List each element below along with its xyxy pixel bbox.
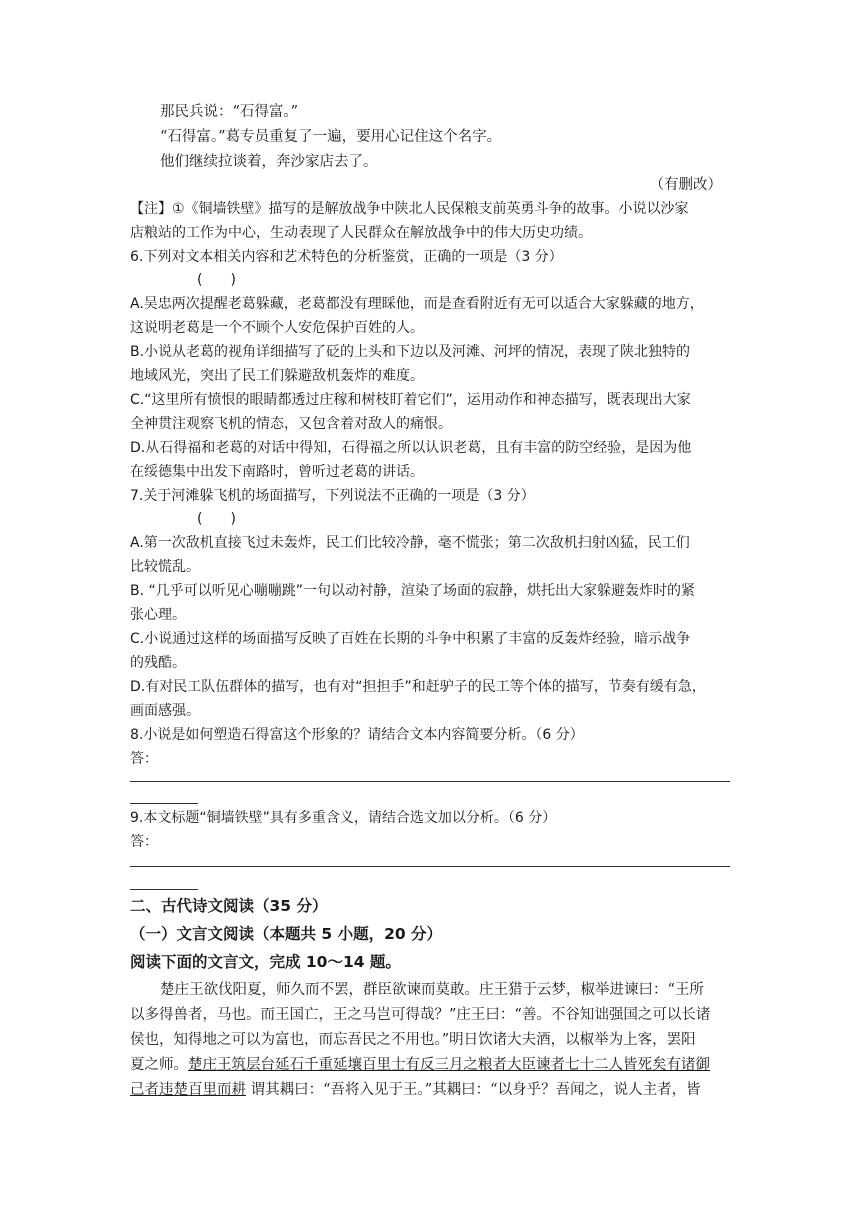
classical-text-line: 楚庄王欲伐阳夏，师久而不罢，群臣欲谏而莫敢。庄王猎于云梦，椒举进谏曰：“王所 [160,982,704,998]
question-8-stem: 8.小说是如何塑造石得富这个形象的？请结合文本内容简要分析。（6 分） [130,727,584,743]
subsection-heading: （一）文言文阅读（本题共 5 小题，20 分） [130,925,443,943]
classical-text-line: 以多得兽者，马也。而王国亡，王之马岂可得哉？”庄王曰：“善。不谷知诎强国之可以长诸 [130,1007,711,1023]
annotation: 【注】①《铜墙铁壁》描写的是解放战争中陕北人民保粮支前英勇斗争的故事。小说以沙家 [130,201,689,217]
answer-line [130,781,730,782]
option-d: D.有对民工队伍群体的描写，也有对“担担手”和赶驴子的民工等个体的描写，节奏有缓有急， [130,679,706,695]
option-c: C.“这里所有愤恨的眼睛都透过庄稼和树枝盯着它们”，运用动作和神态描写，既表现出大家 [130,392,691,408]
option-d: 画面感强。 [130,703,200,719]
option-a: A.第一次敌机直接飞过未轰炸，民工们比较冷静，毫不慌张；第二次敌机扫射凶猛，民工们 [130,535,690,551]
story-line: 那民兵说：“石得富。” [160,104,299,120]
question-6-stem: 6.下列对文本相关内容和艺术特色的分析鉴赏，正确的一项是（3 分） [130,249,563,265]
story-line: “石得富。”葛专员重复了一遍，要用心记住这个名字。 [160,129,502,145]
question-9-stem: 9.本文标题“铜墙铁壁”具有多重含义，请结合选文加以分析。（6 分） [130,810,557,826]
option-b: 地域风光，突出了民工们躲避敌机轰炸的难度。 [130,368,424,384]
answer-paren: ( ) [197,272,236,288]
question-7-stem: 7.关于河滩躲飞机的场面描写，下列说法不正确的一项是（3 分） [130,488,535,504]
classical-text-line [130,1078,730,1102]
classical-text-line: 侯也，知得地之可以为富也，而忘吾民之不用也。”明日饮诸大夫酒，以椒举为上客，罢阳 [130,1032,696,1048]
option-b: B.小说从老葛的视角详细描写了砭的上头和下边以及河滩、河坪的情况，表现了陕北独特的 [130,344,691,360]
answer-line [130,866,730,867]
option-c: 全神贯注观察飞机的情态，又包含着对敌人的痛恨。 [130,416,452,432]
option-a: A.吴忠两次提醒老葛躲藏，老葛都没有理睬他，而是查看附近有无可以适合大家躲藏的地方， [130,296,704,312]
option-b: B. “几乎可以听见心嘣嘣跳”一句以动衬静，渲染了场面的寂静，烘托出大家躲避轰炸时的紧 [130,583,696,599]
story-line: 他们继续拉谈着，奔沙家店去了。 [160,154,378,170]
option-c: C.小说通过这样的场面描写反映了百姓在长期的斗争中积累了丰富的反轰炸经验，暗示战争 [130,631,691,647]
underlined-passage: 己者违楚百里而耕 [130,1082,246,1098]
annotation: 店粮站的工作为中心，生动表现了人民群众在解放战争中的伟大历史功绩。 [130,225,592,241]
answer-paren: ( ) [197,511,236,527]
answer-line [130,889,198,890]
classical-text-line [130,1053,730,1077]
underlined-passage: 楚庄王筑层台延石千重延壤百里士有反三月之粮者大臣谏者七十二人皆死矣有诸御 [188,1057,710,1073]
text-span: 夏之师。 [130,1057,188,1073]
answer-label: 答： [130,834,158,850]
answer-label: 答： [130,751,158,767]
instruction: 阅读下面的文言文，完成 10～14 题。 [130,953,401,971]
option-d: 在绥德集中出发下南路时，曾听过老葛的讲话。 [130,464,424,480]
option-c: 的残酷。 [130,655,186,671]
edit-note: （有删改） [649,177,722,193]
answer-line [130,803,198,804]
option-a: 比较慌乱。 [130,559,200,575]
option-b: 张心理。 [130,607,186,623]
option-a: 这说明老葛是一个不顾个人安危保护百姓的人。 [130,320,424,336]
section-heading: 二、古代诗文阅读（35 分） [130,897,328,915]
text-span: 谓其耦曰：“吾将入见于王。”其耦曰：“以身乎？吾闻之，说人主者，皆 [246,1082,701,1098]
option-d: D.从石得福和老葛的对话中得知，石得福之所以认识老葛，且有丰富的防空经验，是因为他 [130,440,692,456]
